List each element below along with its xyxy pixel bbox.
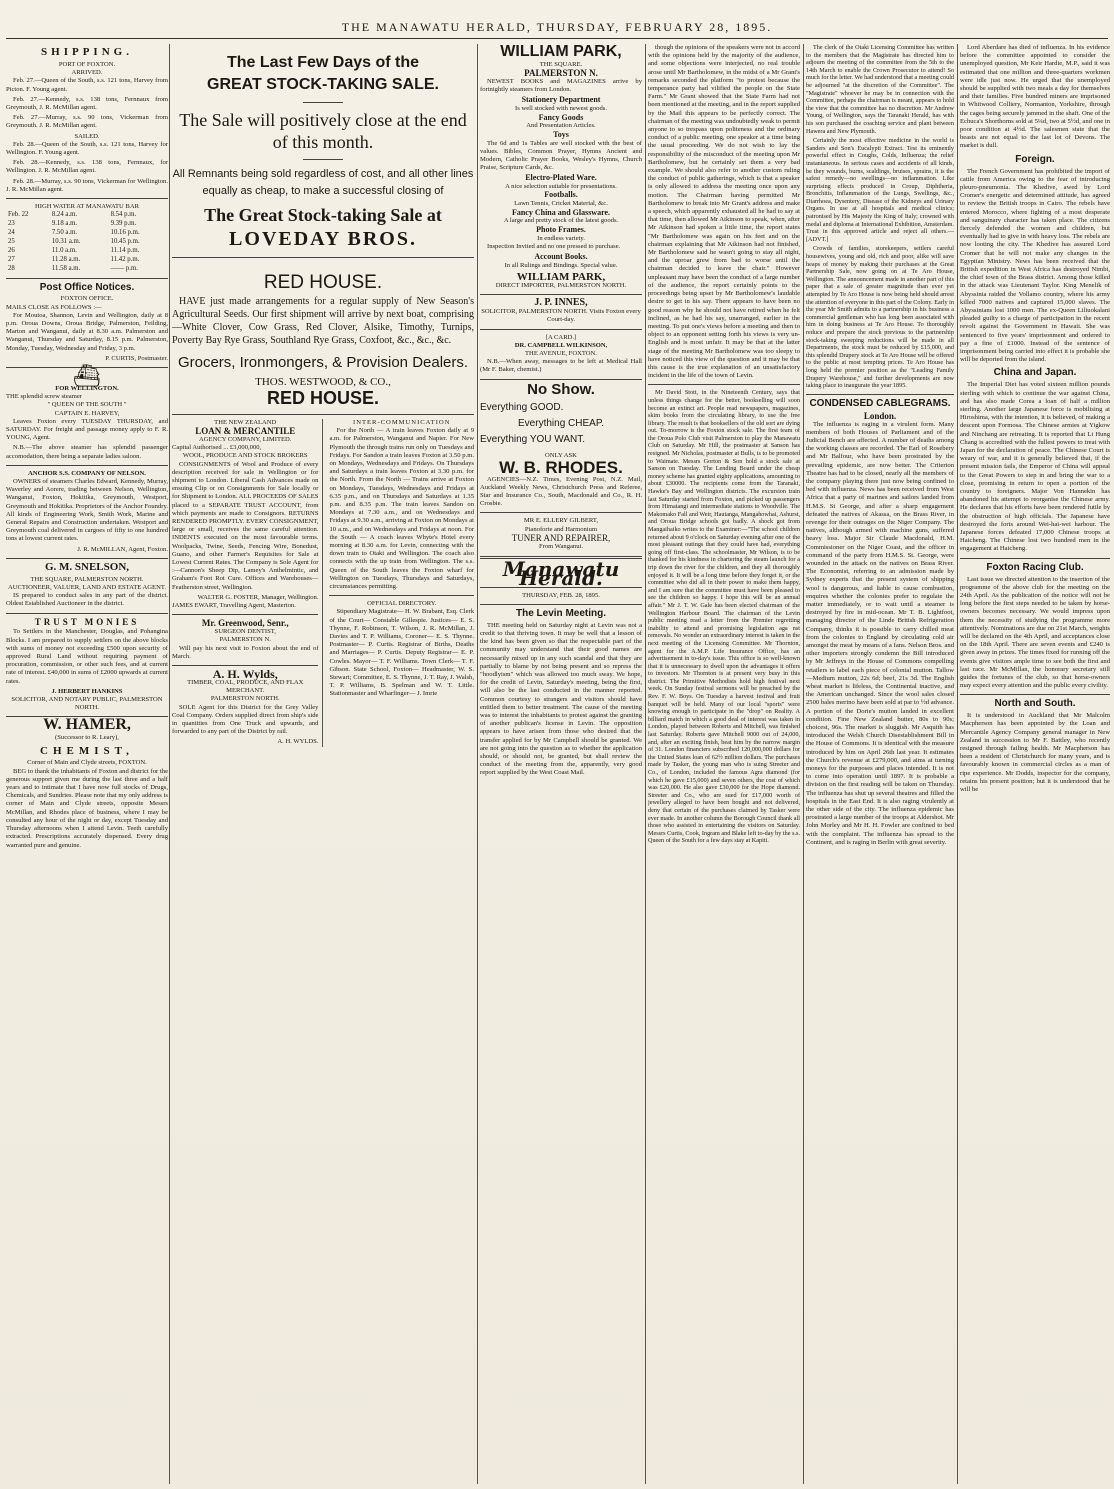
shipping-heading: SHIPPING. — [41, 46, 133, 58]
tide-cell: 10.31 a.m. — [51, 237, 81, 245]
eucalypti-advert: Certainly the most effective medicine in the world is Sanders and Son's Eucalypti Extract. Test its eminently powerful effect in Coughs, Colds, Influenza; the relief instantaneous. In serious cases and accidents of all kinds, be they wounds, burns, scaldings, bruises, sprains, it is the safest remedy—no swellings—no inflammation. Like surprising effects produced in Croup, Diphtheria, Bronchitis, Inflammation of the Lungs, Swellings, &c., Diarrhoea, Dysentery, Disease of the Kidneys and Urinary Organs. In use at all hospitals and medical clinics; patronised by His Majesty the King of Italy; crowned with medal and diploma at International Exhibition, Amsterdam. Trust in this approved article and reject all others.—[ADVT.] — [806, 137, 954, 243]
rhodes-agencies: AGENCIES—N.Z. Times, Evening Post, N.Z. Mail, Auckland Weekly News, Christchurch Press and Referee, Star and Insurance Co., South, Macdonald and Co., R. H. Crosbie. — [480, 475, 642, 508]
postmaster-signature: P. CURTIS, Postmaster. — [105, 354, 168, 362]
greenwood-name: Mr. Greenwood, Senr., — [201, 618, 289, 629]
red-house-advert — [172, 258, 474, 415]
intercommunication-body: For the North — A train leaves Foxton daily at 9 a.m. for Palmerston, Wanganui and Napier. For New Plymouth the through trains run only on Tuesdays and Fridays. For Sandon a train leaves Foxton at 3.50 p.m. on Mondays, Wednesdays and Fridays. On Thursdays and Saturdays a train leaves Foxton at 3.30 p.m. for the North. From the North — Trains arrive at Foxton on Mondays, Tuesdays, Wednesdays and Fridays at 6.35 p.m., and on Thursdays and Saturdays at 1.35 p.m. and 8.35 p.m. The train leaves Sandon on Mondays at 7.30 a.m., and on Wednesdays and Fridays at 9.30 a.m., arriving at Foxton on Mondays at 10 a.m., and on Wednesdays and Fridays at noon. For the South — A coach leaves Whyte's Hotel every morning at 8.30 a.m. for Levin, connecting with the down train to Otaki and Wellington. The coach also connects with the up train from Wellington. The s.s. Queen of the South leaves the Foxton wharf for Wellington on Tuesdays, Thursdays and Saturdays, circumstances permitting. — [329, 427, 474, 590]
anchor-company-body: OWNERS of steamers Charles Edward, Kennedy, Murray, Waverley and Aorere, trading between Nelson, Wellington, Wanganui, Foxton, Hokitika, Greymouth, Westport, Greymouth and Hokitika. Proprietors of the Anchor Foundry. All kinds of Engineering Work, Smith Work, Marine and General Repairs and Construction undertaken. Westport and Greymouth coal delivered in cargoes of fifty to one hundred tons at lowest current rates. — [6, 477, 168, 543]
nz-ewart: JAMES EWART, Travelling Agent, Masterton. — [172, 602, 296, 610]
fancy-goods-heading: Fancy Goods — [538, 112, 584, 122]
shipping-entry: Feb. 28.—Queen of the South, s.s. 121 tons, Harvey for Wellington. F. Young agent. — [6, 140, 168, 156]
tide-row — [6, 229, 168, 238]
only-ask: ONLY ASK — [545, 452, 577, 460]
tide-table — [6, 211, 168, 273]
official-directory-heading: OFFICIAL DIRECTORY. — [367, 600, 437, 608]
slogan-cheap: Everything CHEAP. — [518, 418, 604, 430]
tide-row — [6, 247, 168, 256]
toys-body: The 6d and 1s Tables are well stocked with the best of values. Bibles, Common Prayer, Hymns Ancient and Modern, Catholic Prayer Books, Wesley's Hymns, Church Praise, Scripture Cards, &c. — [480, 139, 642, 172]
shipping-entry: Feb. 27.—Queen of the South, s.s. 121 tons, Harvey from Picton. F. Young agent. — [6, 77, 168, 93]
nz-title: THE NEW ZEALAND — [214, 418, 277, 426]
gilbert-name: MR E. ELLERY GILBERT, — [523, 517, 599, 525]
nz-loan: LOAN & MERCANTILE — [195, 426, 296, 437]
trust-monies-body: To Settlers in the Manchester, Douglas, and Pohangina Blocks. I am prepared to supply settlers on the above blocks with sums of money not exceeding £500 upon security of approved Rural Land without requiring payment of procuration, commission, or other such fees, and at current rate of interest. £40,000 in sums of £2000 upwards at current rates. — [6, 628, 168, 685]
steamer-schedule: Leaves Foxton every TUESDAY THURSDAY, and SATURDAY. For freight and passage money apply to F. R. YOUNG, Agent. — [6, 417, 168, 442]
loveday-bros: LOVEDAY BROS. — [229, 228, 417, 250]
column-5 — [806, 44, 954, 1484]
loveday-line-2: GREAT STOCK-TAKING SALE. — [207, 76, 439, 93]
levin-meeting-continued: though the opinions of the speakers were not in accord with the opinions held by the majority of the audience, and some objections were interjected, no real trouble arose until Mr Bartholomew, in the midst of a Mr Grant's remarks seconded the platform "to protest because the temperance party had vilified the people on the State Farm." Mr Grant showed that the State Farm had not been mentioned at the meeting, and in the report supplied by the Mail this appears to be perfectly correct. The chairman of the meeting was undoubtedly weak to permit anyone to so trespass upon politeness and the ordinary conduct of a public meeting, one speaker at a time being the usual proceeding. We do not wish to lay the responsibility of the misconduct of the meeting upon Mr Bartholomew, but he certainly set them a very bad example. We should also refer to another custom ruling the conduct of public gatherings, which is that a speaker is only allowed to address the meeting once upon any motion. The Chairman having permitted Mr Bartholomew to break into Mr Grant's address and make a speech, which apparently exhausted all he had to say at that time, then allowed Mr Atkinson to speak, when, after Mr Atkinson had spoken a little time, the report states "Mr Bartholomew was again on his feet and on the chairman explaining that Mr Atkinson had not finished, Mr Bartholomew said he wasn't going to stay all night, and the uproar grew from bad to worse until the chairman decided to leave the chair." However unpleasant may have been the conduct of a large number of the audience, the report certainly points to the proceedings being upset by Mr Bartholomew's laudable desire to get in his say. There appears to have been no good reason why he should not have retired when he felt inclined, as he had his say, unarranged, earlier in the meeting. To put one's views before a meeting and then to object to an opponent setting forth his views is very un-English and is most unfair. It may be that at the latter stage of the meeting Mr Bartholomew was too sleepy to have noticed this view of the question and it may be that this cause is the true explanation of an unsatisfactory incident in the life of the town of Levin. — [648, 44, 800, 380]
racing-club-heading: Foxton Racing Club. — [986, 561, 1084, 573]
hamer-successor: (Successor to R. Leary), — [55, 734, 119, 742]
high-water-heading: HIGH WATER AT MANAWATU BAR — [35, 202, 139, 210]
tide-row — [6, 220, 168, 229]
nz-wool: WOOL, PRODUCE AND STOCK BROKERS — [182, 452, 308, 460]
shipping-entry: Feb. 27.—Murray, s.s. 90 tons, Vickerman from Greymouth. J. R. McMillan agent. — [6, 114, 168, 130]
steamer-captain: CAPTAIN E. HARVEY, — [54, 409, 120, 417]
tide-cell: 8.54 p.m. — [110, 211, 137, 219]
electro-body: A nice selection suitable for presentations. — [505, 183, 617, 191]
account-books-body: In all Rulings and Bindings. Special value. — [504, 261, 618, 269]
wilkinson-name: DR. CAMPBELL WILKINSON, — [514, 341, 608, 349]
north-south-heading: North and South. — [994, 698, 1076, 710]
column-rule — [957, 44, 958, 1484]
tide-cell: 11.14 p.m. — [110, 246, 140, 254]
loveday-line-5: The Great Stock-taking Sale at — [204, 205, 442, 225]
hamer-name: W. HAMER, — [43, 716, 131, 734]
lower-column-2 — [172, 419, 474, 747]
tide-cell: —— p.m. — [110, 264, 138, 272]
arrived-heading: ARRIVED. — [71, 69, 103, 77]
north-south-body: It is understood in Auckland that Mr Malcolm Macpherson has been appointed by the Loan and Mercantile Agency Company general manager in New Zealand in succession to Mr F. Battley, who recently resigned through failing health. Mr Macpherson has been a resident of Christchurch for many years, and is favourably known in commercial circles as a man of ripe experience. Mr Dodds, inspector for the company, retains his present position; but it is understood that he will be — [960, 712, 1110, 794]
greenwood-sub: SURGEON DENTIST, — [214, 628, 276, 636]
mails-close-heading: MAILS CLOSE AS FOLLOWS :— — [6, 303, 102, 311]
tide-cell: 26 — [8, 246, 15, 254]
tide-cell: 9.39 p.m. — [110, 220, 137, 228]
steamer-note: N.B.—The above steamer has splendid passenger accomodation, there being a separate ladies saloon. — [6, 444, 168, 460]
tide-row — [6, 238, 168, 247]
china-japan-body: The Imperial Diet has voted sixteen million pounds sterling with which to continue the war against China, and has also made Corea a loan of half a million sterling. Another large Japanese force is mobilising at Hiroshima, with the intention, it is believed, of making a descent upon Formosa. The Chinese armies at Yigkow and Ninchang are retreating. It is reported that Li Hung Chang is accredited with the fullest powers to treat with Japan for the declaration of peace. The Chinese Court is weary of war, and it is generally believed that, if the present mission fails, the Emperor of China will appeal to the Great Powers to step in and bring the war to a close, promising in return to open a portion of the country to foreigners. Major Von Hannekin has abandoned his attempt to reorganise the Chinese army. He declares that his efforts have been rendered futile by the obstruction of high officials. The Japanese have destroyed the forts around Wei-hai-wei harbour. The Japanese forces defeated 17,000 Chinese troops at Haicheng. The Chinese lost two hundred men in the engagement at Haicheng. — [960, 381, 1110, 553]
tide-cell: 11.28 a.m. — [51, 255, 81, 263]
levin-meeting-body: THE meeting held on Saturday night at Levin was not a credit to that thriving town. It may be well that a lesson of the kind has been given so that the respectable part of the community may understand that their good names are necessarily mixed up in any such scandal and that they are partially to blame by not being present and so repress the "hoodlyism" which was allowed too much sway. We hope, for the credit of Levin, Saturday's meeting, being the first, will also be the last conducted in the manner reported. Common courtesy to strangers and visitors should have entitled them to better treatment. The cause of the meeting was to interest the inhabitants to protest against the granting of another publican's license in Levin. The opposition appears to have arisen from those who desired that the transfer applied for by Mr Campbell should be granted. We are not going into the question as to whether the application should, or should not, be granted, but shall review the conduct of the meeting from the, apparently, very good report supplied by the West Coast Mail. — [480, 621, 642, 777]
foreign-heading: Foreign. — [1015, 153, 1055, 165]
snelson-name: G. M. SNELSON, — [44, 560, 130, 573]
tide-cell: 7.50 a.m. — [51, 228, 78, 236]
hamer-address: Corner of Main and Clyde streets, FOXTON. — [27, 759, 147, 767]
nz-capital: Capital Authorised ... £3,000,000, — [172, 444, 262, 452]
greenwood-town: PALMERSTON N. — [219, 636, 271, 644]
toys-heading: Toys — [553, 129, 569, 139]
steamship-icon: ⛴ — [73, 363, 101, 389]
tuner-heading: TUNER AND REPAIRER, — [511, 532, 611, 543]
steamer-name: " QUEEN OF THE SOUTH " — [47, 401, 127, 409]
tide-cell: 9.18 a.m. — [51, 220, 78, 228]
snelson-address: THE SQUARE, PALMERSTON NORTH. — [30, 575, 144, 583]
loveday-line-4: All Remnants being sold regardless of cost, and all other lines equally as cheap, to make a successful closing of — [172, 168, 474, 197]
foreign-body: The French Government has prohibited the import of cattle from America owing to the fear of introducing pleuro-pneumonia. The Khedive, awed by Lord Cromer's energetic and determined attitude, has agreed to review the British troops in Cairo. The rebels have entered Morocco, where fighting of a most desperate and sanguinary character has taken place. The citizens fiercely defended the women and children, but eventually had to give in with heavy loss. The rebels are now looting the city. The Khedive has assured Lord Cromer that he will not make any changes in the Egyptian Ministry. News has been received that the British expedition in West Africa has destroyed Nimbi, the chief town of the Brass district. Among those killed in the attack was Lieutenant Taylor. King Menelik of Abyssinia raided the Vollamo country, where his army killed 7000 natives and captured 15,000 slaves. The Abyssinians lost 1000 men. The ex-Queen Liliuokalani pleaded guilty to a charge of participation in the recent revolt against the Government in Hawaii. She was sentenced to five years' imprisonment and ordered to pay a fine of £1000. Instead of the sentence of imprisonment being carried into effect it is probable she will be deported from the island. — [960, 167, 1110, 364]
intercommunication-column — [329, 419, 474, 747]
column-2 — [172, 44, 474, 1484]
local-notes: Mr David Stott, in the Nineteenth Century, says that unless things change for the better, bookselling will soon become an extinct art. People read newspapers, magazines, skim books from the circulating library, to use the free library. The result is that booksellers of the old sort are dying out. To-morrow is the Foxton stock sale. The first team of the Oroua Polo Club visit Palmerston to play the Manawatu Club on Saturday. Mr Hill, the postmaster at Sanson has resigned. Mr Nicholas, postmaster at Bulls, is to be promoted to Waimate. Messrs Gorton & Son hold a stock sale at Sanson on Tuesday. The Lending Board under the cheap money scheme has granted eighty applications, amounting to about £30000. The recipients come from the Taranaki, Hawke's Bay and Wellington districts. The excursion train last Saturday started from Foxton, and picked up passengers from Himatangi and intermediate stations to Woodville. The Makomako Fall and Weir, Hautanga, Mangahowhai, Ashurst, and Oroua Bridge schools got badly. A shock got from Mangaihaiko writes to the Examiner:—"The school children returned about 9 o'clock on Saturday evening after one of the most pleasant outings that they could have had, everything going off first-class. The schoolmaster, Mr Wilson, is to be thanked for his kindness in chartering the steam launch for a trip down the river for the children, and they all thoroughly enjoyed it. It will be a long time before they forget it, or the committee who did all in their power to make them happy, and I am sure that the committee must have been pleased to see the children so happy. I hope this will be an annual affair." Mr J. T. W. Gale has been elected chairman of the Wellington Harbour Board. The chairman of the Levin public meeting read a letter from the Premier regretting inability to attend and promising legislation aga nst removals. No wonder an extraordinary interest is taken in the next meeting of the Licensing Committee. Mr Thornton, agent for the A.M.P. Life Insurance Office, has an advertisement in to-day's issue. This office is so well-known that it is unnecessary to dwell upon the advantages it offers to investors. Mr Thornton is at present very busy in this district. The Primitive Methodists hold high festival next week. On Sunday festival sermons will be preached by the Rev. F. W. Boys. On Tuesday a harvest festival and fruit banquet will be held. Many of our local "sports" were knowing enough to participate in the "drop" on Reality. A billiard match in which a good deal of interest was taken in London, played between Roberts and Mitchell, was finished last Saturday. Roberts gave Mitchell 9000 out of 24,000, and, after an exciting finish, beat him by the narrow margin of 31. London financiers subscribed 120,000,000 dollars for the United States loan of 62½ million dollars. The purchases made by Tasker, the young man who is suing Streeter and Co., of London, included the famous Agra diamond (for which he gave £15,000) and seven others, the cost of which was £20,000. He also gave £30,000 for the Hope diamond. Streeter and Co., who are sued for £17,000 worth of jewellery alleged to have been bought and not delivered, deny that certain of the purchases claimed by Tasker were ever made. In another column the Borough Council thank all those who assisted in entertaining the visitors on Saturday. Messrs Curtis, Cook, Ingram and Blake left to-day by the s.s. Queen of the South for a few days stay at Kapiti. — [648, 389, 800, 845]
tide-cell: 27 — [8, 255, 15, 263]
post-office-sub: FOXTON OFFICE. — [60, 295, 114, 303]
no-show-heading: No Show. — [527, 380, 595, 398]
park-importer: DIRECT IMPORTER, PALMERSTON NORTH. — [495, 282, 627, 290]
tide-cell: 25 — [8, 237, 15, 245]
red-house-owner: THOS. WESTWOOD, & CO., — [255, 376, 391, 388]
card-label: [A CARD.] — [545, 333, 577, 341]
tide-cell: 24 — [8, 228, 15, 236]
column-rule — [169, 44, 170, 1484]
park-name-2: WILLIAM PARK, — [516, 271, 606, 284]
slogan-good: Everything GOOD. — [480, 402, 564, 414]
column-6 — [960, 44, 1110, 1484]
tide-row — [6, 256, 168, 265]
tide-cell: 23 — [8, 220, 15, 228]
photo-frames-heading: Photo Frames. — [536, 224, 586, 234]
nz-body: CONSIGNMENTS of Wool and Produce of every description received for sale in Wellington or for shipment to London. Liberal Cash Advances made on ensuing Clip or on Consignments for Sale locally or for Shipment to London. ALL PROCEEDS OF SALES placed to a SEPARATE TRUST ACCOUNT, from which payments are made to Consignors. RETURNS RENDERED PROMPTLY. EVERY CONSIGNMENT, large or small, receives the same careful attention. INDENTS executed on the most favourable terms. Woolpacks, Twine, Seeds, Fencing Wire, Bonedust, Guano, and other Farmer's Requisites for Sale at Lowest Current Rates. The Company is Sole Agent for :—Cannon's Sheep Dip, Lamey's Anthelmintic, and Graham's Foot Rot Cure. Offices and Warehouses—Featherston street, Wellington. — [172, 460, 319, 591]
loveday-line-3: The Sale will positively close at the end of this month. — [179, 110, 467, 152]
wylds-town: PALMERSTON NORTH. — [210, 695, 280, 703]
footballs-heading: Footballs. — [544, 190, 578, 200]
column-rule — [803, 44, 804, 1484]
london-news-continued: Lord Aberdare has died of influenza. In his evidence before the committee appointed to consider the unemployed question, Mr Keir Hardie, M.P., said it was estimated that one million and three-quarters workmen were idle just now. He urged that the unemployed should be supplied with two meals a day for themselves and their families. Five hundred miners are imprisoned in Whitwood Colliery, Normanton, Yorkshire, through the cages being securely jammed in the shaft. One of the Echuca's Shorthorns sold at 5¼d, two at 5½d, and one in poor condition at 4½d. The salesmen state that the beasts are not equal to the last lot of Devons. The market is dull. — [960, 44, 1110, 150]
wylds-signature: A. H. WYLDS. — [277, 738, 319, 746]
levin-meeting-heading: The Levin Meeting. — [515, 607, 606, 619]
loveday-line-1: The Last Few Days of the — [226, 54, 420, 71]
photo-frames-body: In endless variety. — [537, 234, 585, 242]
official-directory-body: Stipendiary Magistrate— H. W. Brabant, Esq. Clerk of the Court— Constable Gillespie. Justices— E. S. Thynne, F. Robinson, T. Wilson, J. R. McMillan, J. Davies and T. P. Williams, Coroner— E. S. Thynne. Postmaster— P. Curtis. Registrar of Births, Deaths and Marriages— P. Curtis. Deputy Registrar— E. P. Cowles. Mayor— T. F. Williams. Town Clerk— T. F. Gibson. State School, Foxton— Headmaster, W. S. Stewart; Committee, E. S. Thynne, J. T. Ray, J. Walsh, T. P. Williams, B. Spelman and W. T. Little. Stationmaster and Wharfinger— J. Imrie — [329, 608, 474, 698]
snelson-trade: AUCTIONEER, VALUER, LAND AND ESTATE AGENT. — [7, 583, 167, 591]
column-rule — [477, 44, 478, 1484]
greenwood-body: Will pay his next visit to Foxton about the end of March. — [172, 644, 319, 660]
rhodes-name: W. B. RHODES. — [499, 457, 623, 477]
post-office-heading: Post Office Notices. — [39, 281, 135, 293]
loan-mercantile-advert — [172, 419, 323, 747]
park-square: THE SQUARE. — [539, 60, 583, 68]
cablegrams-body: The influenza is raging in a virulent form. Many members of both Houses of Parliament and of the Judicial Bench are affected. A number of deaths among the working classes are recorded. The Earl of Rosebery and Mr Balfour, who have been prostrated by the prevailing epidemic, are now better. The Criterion Theatre has had to be closed, nearly all the members of the company playing there just now being confined to bed with influenza. News has been received from West Africa that a party of marines and sailors landed from H.M.S. St George, and after a sharp engagement defeated the natives of Akassa, on the Brass River, in revenge for their outrages on the Niger Company. The natives, although armed with machine guns, suffered heavy loss. Major Sir Claude Macdonald, H.M. Commissioner on the Niger Coast, and the officer in command of the party from H.M.S. St. George, were wounded in the attack on the natives on Brass River. The Economist, referring to an admission made by Sydney experts that the present system of shipping wool is dangerous, and liable to cause combustion, enquires whether the colonies prefer to regulate the matter immediately, or to wait until a steamer is destroyed by fire in mid-ocean. Mr T. B. Lightfoot, managing director of the Linde British Refrigeration Company, thinks it is possible to carry chilled meat from the colonies to England by circulating cold air amongst the meat by means of a fans. Nelson Bros. and other importers strongly condemn the Bill introduced by Mr Jeffreys in the House of Commons compelling retailers to label each piece of colonial mutton. Tallow—Medium mutton, 22s 6d; beef, 21s 3d. The English wheat market is lifeless, the Continental inactive, and the American unchanged. Since the wool sales closed 2500 bales merino have been sold at par to ½d advance. A portion of the Dorie's mutton landed in excellent condition. Fine New Zealand butter, 80s to 90s; choicest, 96s. The market is sluggish. Mr Asquith has introduced the Welsh Church Disestablishment Bill in the House of Commons. It is identical with the measure introduced by him on April 26th last year. It estimates the Church's revenue at £279,000, and aims at turning moneys for the purposes and places intended. It is not to come into operation until 1897. It is probable a division on the first reading will be taken on Thursday. The influenza has shut up several theatres and filled the hospitals in the East End. It is also raging virulently at the other side of the city. The influenza epidemic has prostrated a large number of the troops at Aldershot. Mr John Morley and Mr H. H. Fowler are confined to bed with the complaint. The influenza has spread to the Continent, and is raging in Berlin with great severity. — [806, 420, 954, 846]
park-body: NEWEST BOOKS and MAGAZINES arrive by fortnightly steamers from London. — [480, 78, 642, 94]
hankins-sub: SOLICITOR, AND NOTARY PUBLIC, PALMERSTON NORTH. — [11, 696, 163, 712]
tide-row — [6, 265, 168, 274]
park-town: PALMERSTON N. — [524, 68, 598, 79]
column-4 — [648, 44, 800, 1484]
innes-sub: SOLICITOR, PALMERSTON NORTH. Visits Foxton every Court-day. — [481, 308, 641, 324]
sailings-list — [6, 141, 168, 194]
glassware-body: A large and pretty stock of the latest goods. — [503, 217, 619, 225]
page-masthead: THE MANAWATU HERALD, THURSDAY, FEBRUARY 28, 1895. — [341, 20, 773, 34]
tide-row — [6, 211, 168, 220]
wylds-body: SOLE Agent for this District for the Grey Valley Coal Company. Orders supplied direct from ship's side in quantities from One Truck and upwards, and forwarded to any part of the District by rail. — [172, 703, 319, 736]
nz-manager: WALTER G. FOSTER, Manager, Wellington. — [197, 593, 319, 601]
wylds-name: A. H. Wylds, — [212, 667, 278, 681]
nz-agency: AGENCY COMPANY, LIMITED. — [199, 436, 292, 444]
racing-club-body: Last issue we directed attention to the insertion of the programme of the above club for the meeting on the 24th April. As the publication of the notice will not be long before the first steps needed to be taken by horse-owners becomes necessary. We would impress upon them the necessity of studying the programme more attentively. Nominations are due on 21st March, weights will be declared on the 4th April, and acceptances close on the 18th April. There are seven events and £240 is given away in prizes. The times fixed for running off the events give visitors ample time to see both the first and last race. Mr McMillan, the honorary secretary still guides the fortunes of the club, so that horse-owners may expect every attention and the public every civility. — [960, 575, 1110, 690]
paper-title: Manawatu Herald. — [502, 556, 620, 590]
for-wellington-heading: FOR WELLINGTON. — [55, 384, 119, 392]
red-house-title: RED HOUSE. — [263, 272, 383, 293]
stationery-heading: Stationery Department — [521, 95, 601, 105]
tide-cell: 11.42 p.m. — [110, 255, 140, 263]
anchor-company-agent: J. R. McMILLAN, Agent, Foxton. — [77, 545, 168, 553]
fancy-goods-sub: And Presentation Articles. — [526, 122, 596, 130]
wilkinson-address: THE AVENUE, FOXTON. — [525, 349, 597, 357]
tide-cell: 8.24 a.m. — [51, 211, 78, 219]
mails-body: For Moutoa, Shannon, Levin and Wellington, daily at 8 p.m. Oroua Downs, Oroua Bridge, Palmerston, Feilding, Marton and Wanganui, daily at 8.30 a.m. Palmerston and Wanganui, Thursday and Saturday, 8.15 p.m. Palmerston, Monday, Tuesday, Wednesday and Friday, 3 p.m. — [6, 311, 168, 352]
column-3 — [480, 44, 642, 1484]
gilbert-sub: Pianoforte and Harmonium — [524, 525, 598, 533]
electro-heading: Electro-Plated Ware. — [525, 173, 597, 183]
column-1 — [6, 44, 168, 1484]
shipping-entry: Feb. 27.—Kennedy, s.s. 138 tons, Fernnaux from Greymouth, J. R. McMillan agent. — [6, 95, 168, 111]
slogan-want: Everything YOU WANT. — [480, 434, 586, 446]
footballs-body: Lawn Tennis, Cricket Material, &c. — [514, 200, 608, 208]
wilkinson-note: N.B.—When away, messages to be left at Medical Hall (Mr F. Baker, chemist.) — [480, 358, 642, 374]
issue-date: THURSDAY, FEB. 28, 1895. — [522, 591, 600, 599]
tide-cell: 10.45 p.m. — [110, 237, 140, 245]
tide-cell: 11.58 a.m. — [51, 264, 81, 272]
glassware-heading: Fancy China and Glassware. — [511, 207, 611, 217]
column-rule — [645, 44, 646, 1484]
tide-cell: Feb. 22 — [8, 211, 29, 219]
shipping-entry: Feb. 28.—Kennedy, s.s. 138 tons, Fernnaux, for Wellington. J. R. McMillan agent. — [6, 159, 168, 175]
chemist-heading: CHEMIST, — [40, 744, 134, 757]
red-house-grocers: Grocers, Ironmongers, & Provision Dealers. — [177, 354, 469, 371]
tuner-sub: From Wanganui. — [538, 542, 584, 550]
stationery-body: Is well stocked with newest goods. — [515, 105, 607, 113]
tide-cell: 28 — [8, 264, 15, 272]
sailed-heading: SAILED. — [74, 132, 100, 140]
loveday-advert — [172, 44, 474, 258]
shipping-entry: Feb. 28.—Murray, s.s. 90 tons, Vickerman for Wellington. J. R. McMillan agent. — [6, 177, 168, 193]
tide-cell: 10.16 p.m. — [110, 228, 140, 236]
london-heading: London. — [863, 410, 897, 421]
hamer-body: BEG to thank the inhabitants of Foxton and district for the generous support given me during the last three and a half years and to intimate that I have now full stocks of Drugs, Chemicals, and Sundries. Please note that my only address is corner of Main and Clyde streets, opposite Messrs McMillan, and Rhodes place of business, where I may be consulted any hour of the night or day, except Tuesday and Thursday afternoons when I attend Levin. Teeth carefully extracted. Prescriptions accurately dispensed. Every drug warranted pure and genuine. — [6, 767, 168, 849]
inspection-note: Inspection Invited and no one pressed to purchase. — [487, 242, 621, 250]
intercommunication-heading: INTER-COMMUNICATION — [353, 418, 451, 426]
arrivals-list — [6, 77, 168, 130]
hankins-name: J. HERBERT HANKINS — [51, 687, 123, 695]
steamer-intro: THE splendid screw steamer — [6, 393, 82, 401]
port-heading: PORT OF FOXTON. — [58, 60, 116, 68]
tide-cell: 11.0 a.m. — [51, 246, 77, 254]
red-house-body: HAVE just made arrangements for a regular supply of New Season's Agricultural Seeds. Our first shipment will arrive by next boat, comprising—White Clover, Cow Grass, Red Clover, Alsike, Timothy, Turnips, Poverty Bay Rye Grass, Southland Rye Grass, Coxfoot, &c., &c., &c. — [172, 296, 474, 346]
top-rule — [6, 38, 1108, 39]
trust-monies-heading: TRUST MONIES — [34, 616, 140, 627]
rhodes-slogans — [480, 400, 642, 448]
anchor-company-heading: ANCHOR S.S. COMPANY OF NELSON. — [28, 469, 146, 477]
cablegrams-heading: CONDENSED CABLEGRAMS. — [809, 397, 951, 409]
wylds-sub: TIMBER, COAL, PRODUCE, AND FLAX MERCHANT. — [187, 678, 304, 695]
licensing-notes: The clerk of the Otaki Licensing Committee has written to the members that the Magistrate has directed him to adjourn the meeting of the committee from the 5th to the 14th March to enable the Crown Prosecutor to attend! So much for the letter. We had understood that a meeting could be adjourned "at the discretion of the Committee". The "Magistrate" whoever he may be in connection with the Committee, perhaps the chairman is meant, appears to hold the view that the committee has no discretion. Mr Andrew Young, of Wellington, says the Taranaki Herald, has with his son purchased the coaching service and plant between Hawera and New Plymouth. — [806, 44, 954, 135]
red-house-sign: RED HOUSE. — [266, 387, 380, 408]
te-aro-notes: Crowds of families, storekeepers, settlers careful housewives, young and old, rich and poor, alike will save heaps of money by making their purchases at the Great Partnership Sale, now going on at Te Aro House, Wellington. The announcement made in another part of this paper that a sale of greater magnitude than ever yet attempted by Te Aro House is now being held should arrest the attention of everyone in this part of the Colony. Early in the year Mr Smith admits to a partnership in his business a commercial gentleman who has long been associated with him in doing business at Te Aro House. To thoroughly reduce and prepare the stock previous to the partnership stock-taking sweeping reductions will be made in all Departments, the stock must be reduced by £15,000, and this splendid Drapery stock at Te Aro House will be offered to the public at most tempting prices. Te Aro House has long held the premier position as the "Leading Family Drapery Warehouse," and further developments are now taking place to inaugurate the year 1895. — [806, 245, 954, 390]
innes-name: J. P. INNES, — [534, 297, 588, 309]
china-japan-heading: China and Japan. — [993, 367, 1077, 379]
snelson-body: IS prepared to conduct sales in any part of the district. Oldest Established Auctioneer in the district. — [6, 592, 168, 608]
account-books-heading: Account Books. — [534, 252, 588, 261]
park-name: WILLIAM PARK, — [500, 44, 622, 60]
